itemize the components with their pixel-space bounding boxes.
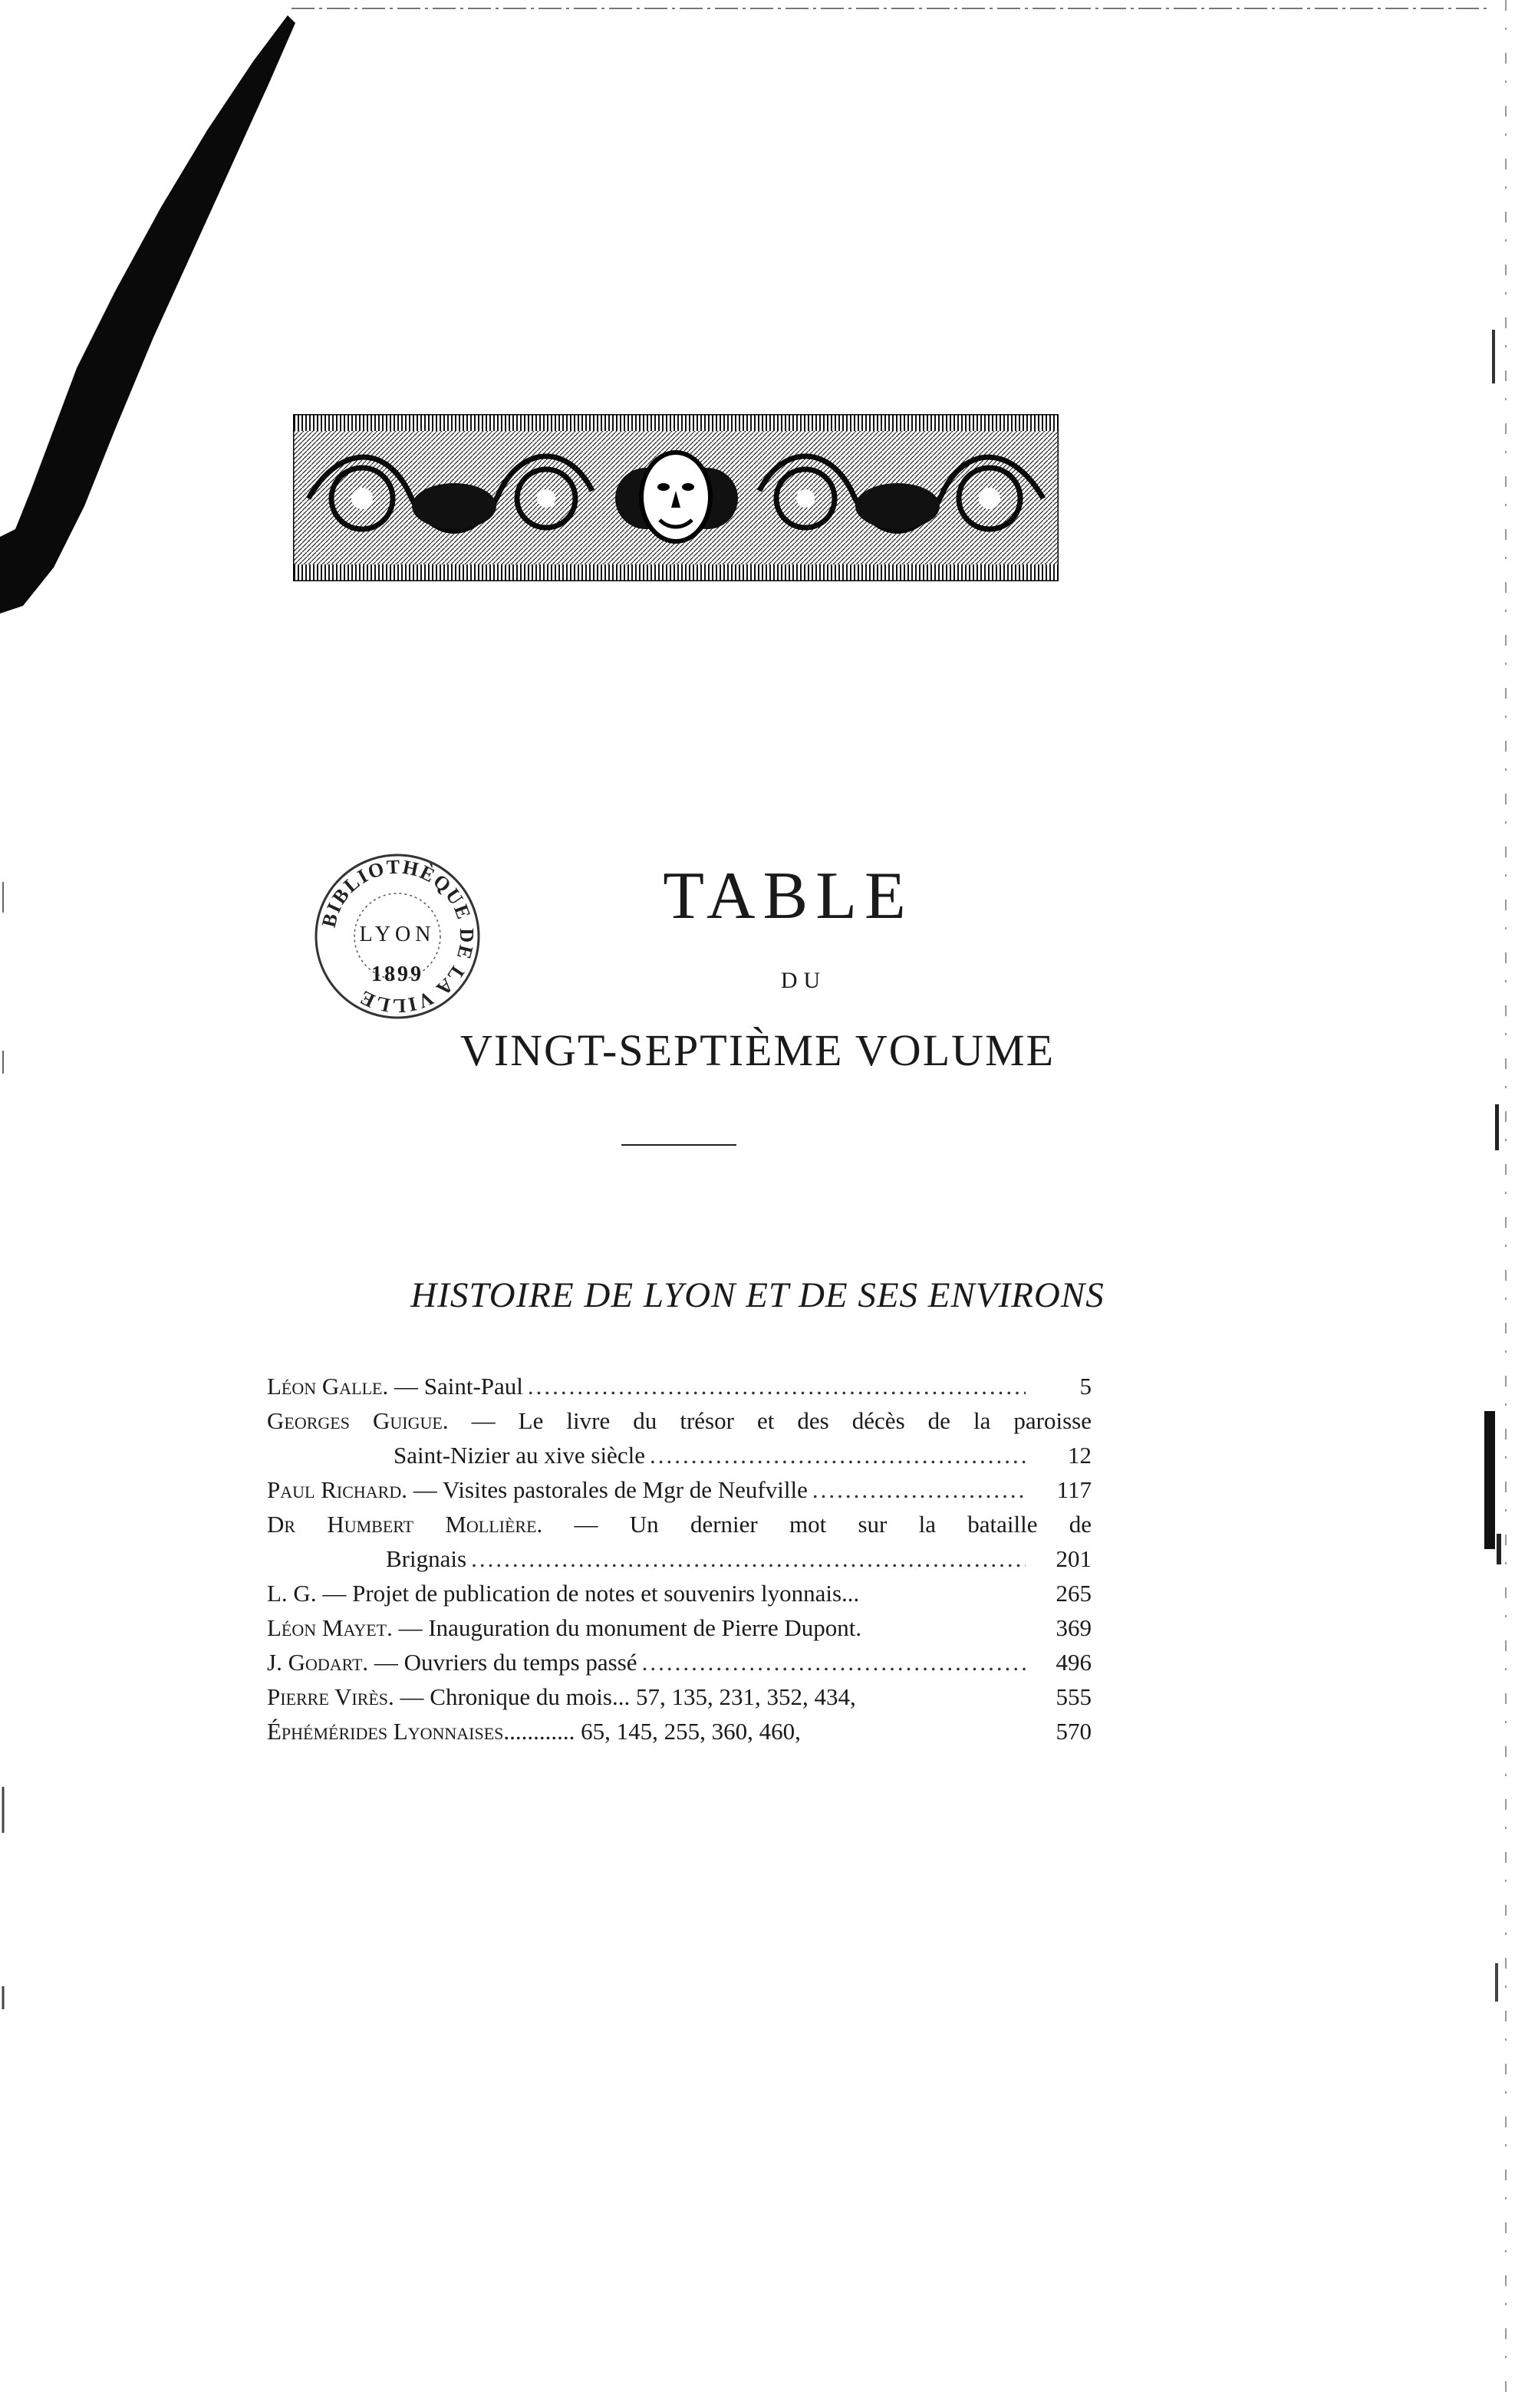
section-heading: HISTOIRE DE LYON ET DE SES ENVIRONS (410, 1275, 1105, 1315)
toc-page: 5 (1079, 1373, 1092, 1400)
toc-page: 12 (1068, 1442, 1092, 1469)
page-title: TABLE (663, 859, 914, 933)
toc-author: J. Godart. (267, 1649, 369, 1676)
toc-author: Dr Humbert Mollière. (267, 1511, 543, 1538)
toc-entry (267, 1576, 1092, 1610)
toc-title: — Inauguration du monument de Pierre Dupont. (392, 1614, 862, 1641)
stamp-ring-text: BIBLIOTHÈQUE DE LA VILLE (317, 855, 479, 1018)
toc-leader (471, 1541, 1026, 1576)
table-of-contents (267, 1369, 1092, 1748)
toc-title: — Projet de publication de notes et souvenirs lyonnais... (316, 1580, 860, 1607)
torn-page-corner (0, 0, 322, 614)
toc-author: Éphémérides Lyonnaises (267, 1718, 504, 1745)
toc-author: Léon Galle. (267, 1373, 389, 1400)
volume-title: VINGT-SEPTIÈME VOLUME (459, 1025, 1056, 1075)
toc-title: — Saint-Paul (388, 1373, 523, 1400)
toc-entry (267, 1403, 1092, 1438)
toc-leader (650, 1438, 1026, 1472)
toc-entry (267, 1507, 1092, 1541)
title-du: DU (780, 968, 827, 993)
toc-title: — Ouvriers du temps passé (368, 1649, 637, 1676)
toc-entry (267, 1714, 1092, 1748)
toc-page: 570 (1056, 1718, 1092, 1745)
toc-title: Brignais (386, 1545, 467, 1572)
toc-page: 496 (1056, 1649, 1092, 1676)
toc-title: — Visites pastorales de Mgr de Neufville (407, 1476, 808, 1503)
toc-title: — Un dernier mot sur la bataille de (542, 1511, 1092, 1538)
toc-leader (812, 1472, 1026, 1507)
toc-author: Paul Richard. (267, 1476, 407, 1503)
toc-entry-continuation (267, 1438, 1092, 1472)
stamp-city: LYON (359, 923, 436, 946)
toc-entry (267, 1679, 1092, 1714)
title-divider (621, 1144, 736, 1146)
toc-title: — Le livre du trésor et des décès de la paroisse (448, 1407, 1092, 1434)
toc-author: Pierre Virès. (267, 1683, 394, 1710)
toc-page: 369 (1056, 1614, 1092, 1641)
ornament-band (293, 414, 1059, 581)
toc-title: Saint-Nizier au xive siècle (394, 1442, 645, 1469)
toc-author: Georges Guigue. (267, 1407, 449, 1434)
toc-entry (267, 1645, 1092, 1679)
toc-author: Léon Mayet. (267, 1614, 393, 1641)
toc-entry (267, 1610, 1092, 1645)
toc-page: 265 (1056, 1580, 1092, 1607)
scan-right-edge (1469, 0, 1515, 2408)
toc-title: — Chronique du mois... 57, 135, 231, 352, 434, (394, 1683, 856, 1710)
toc-entry (267, 1472, 1092, 1507)
toc-page: 201 (1056, 1545, 1092, 1572)
toc-leader (642, 1645, 1026, 1679)
toc-leader (528, 1369, 1026, 1403)
toc-author: L. G. (267, 1580, 317, 1607)
toc-title: ............ 65, 145, 255, 360, 460, (503, 1718, 801, 1745)
toc-entry (267, 1369, 1092, 1403)
stamp-year: 1899 (371, 962, 423, 986)
toc-entry-continuation (267, 1541, 1092, 1576)
scan-top-edge (291, 6, 1488, 12)
toc-page: 555 (1056, 1683, 1092, 1710)
toc-page: 117 (1056, 1476, 1092, 1503)
